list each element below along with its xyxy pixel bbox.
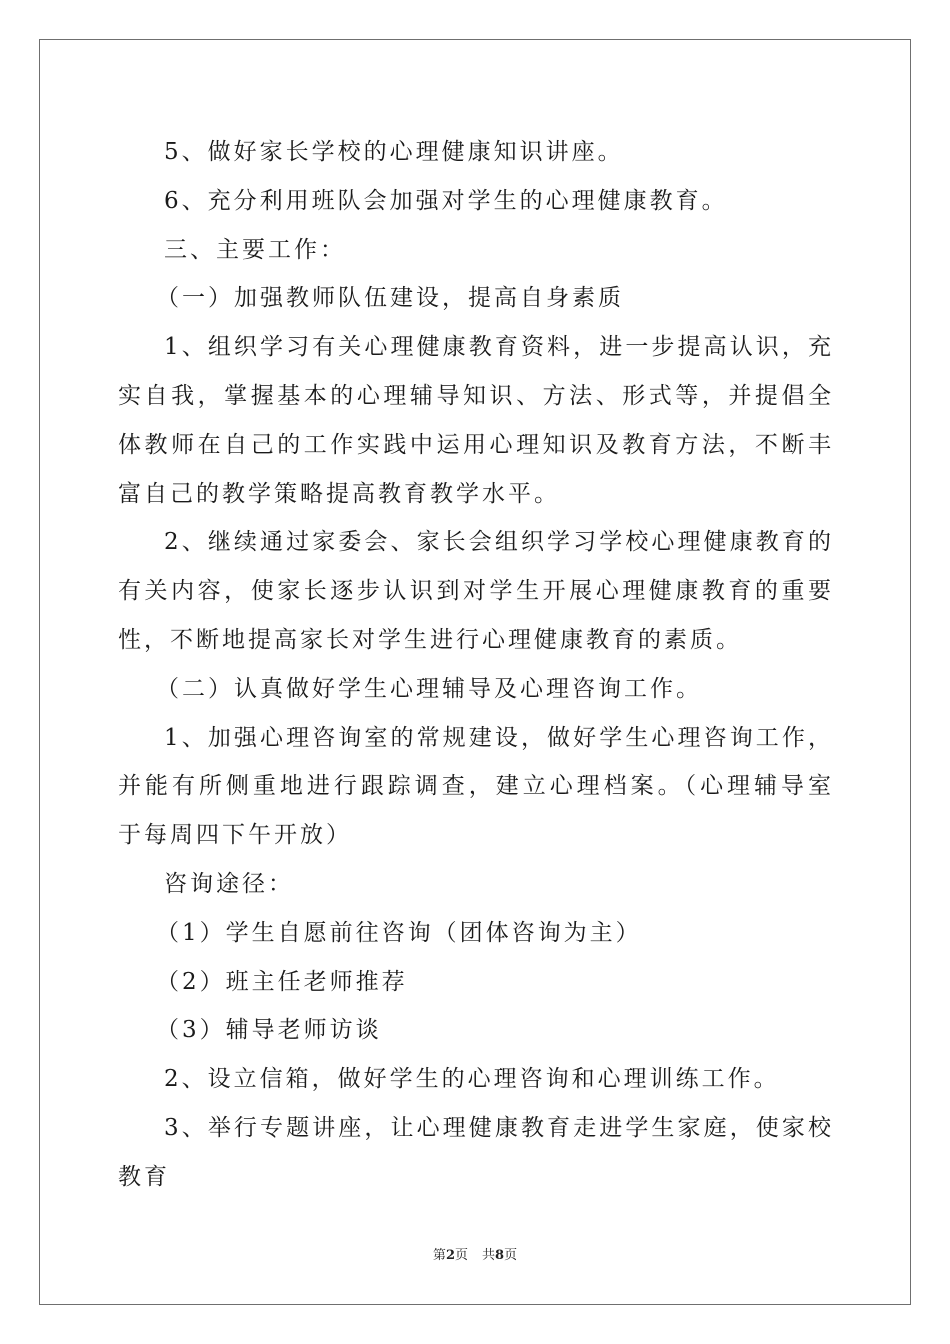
paragraph-item-6: 6、充分利用班队会加强对学生的心理健康教育。	[164, 187, 728, 214]
footer-total-suffix: 页	[504, 1248, 518, 1263]
footer-page-total: 8	[495, 1248, 505, 1263]
subsection-heading-counseling: （二）认真做好学生心理辅导及心理咨询工作。	[156, 675, 702, 702]
page-footer	[0, 1244, 950, 1263]
paragraph-counseling-1: 1、加强心理咨询室的常规建设，做好学生心理咨询工作，并能有所侧重地进行跟踪调查，建立心理档案。（心理辅导室于每周四下午开放）	[118, 724, 834, 849]
list-item-channel-1: （1）学生自愿前往咨询（团体咨询为主）	[156, 919, 642, 946]
section-heading-main-work: 三、主要工作：	[164, 236, 346, 263]
paragraph-teachers-1: 1、组织学习有关心理健康教育资料，进一步提高认识，充实自我，掌握基本的心理辅导知识、方法、形式等，并提倡全体教师在自己的工作实践中运用心理知识及教育方法，不断丰富自己的教学策略提高教育教学水平。	[118, 334, 834, 507]
paragraph-teachers-2: 2、继续通过家委会、家长会组织学习学校心理健康教育的有关内容，使家长逐步认识到对学生开展心理健康教育的重要性，不断地提高家长对学生进行心理健康教育的素质。	[118, 529, 834, 653]
footer-page-suffix: 页	[454, 1248, 468, 1263]
paragraph-counseling-2: 2、设立信箱，做好学生的心理咨询和心理训练工作。	[164, 1066, 780, 1093]
list-item-channel-3: （3）辅导老师访谈	[156, 1017, 382, 1044]
footer-page-prefix: 第	[432, 1248, 446, 1263]
subsection-heading-teachers: （一）加强教师队伍建设，提高自身素质	[156, 285, 624, 312]
list-item-channel-2: （2）班主任老师推荐	[156, 968, 408, 995]
footer-total-prefix: 共	[482, 1248, 496, 1263]
paragraph-consult-channels: 咨询途径：	[164, 870, 294, 897]
document-body	[118, 128, 834, 1202]
paragraph-counseling-3: 3、举行专题讲座，让心理健康教育走进学生家庭，使家校教育	[118, 1114, 834, 1190]
paragraph-item-5: 5、做好家长学校的心理健康知识讲座。	[164, 139, 624, 165]
footer-page-current: 2	[445, 1248, 455, 1263]
